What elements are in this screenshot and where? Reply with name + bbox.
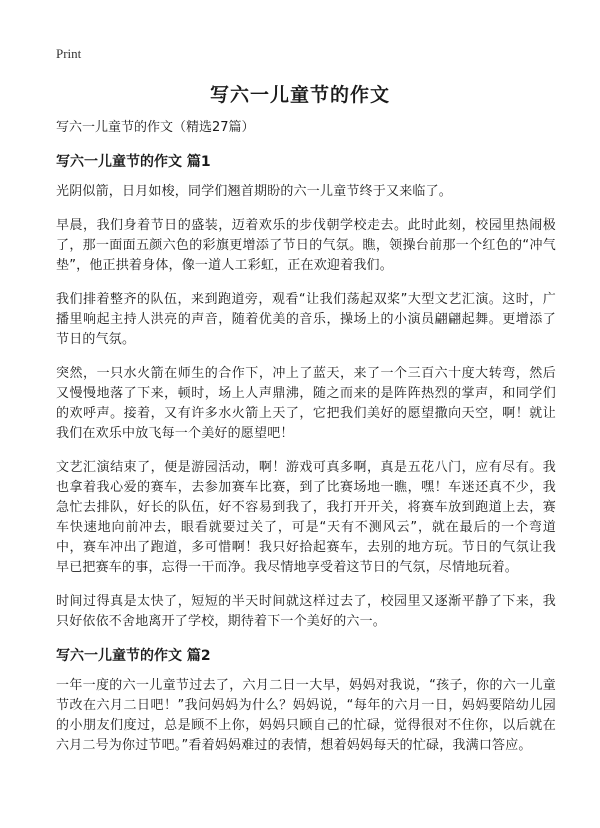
- paragraph: 文艺汇演结束了，便是游园活动，啊！游戏可真多啊，真是五花八门，应有尽有。我也拿着我心爱的赛车，去参加赛车比赛，到了比赛场地一瞧，嘿！车迷还真不少，我急忙去排队，好长的队伍，好不容易到我了，我打开开关，将赛车放到跑道上去，赛车快速地向前冲去，眼看就要过关了，可是“天有不测风云”，就在最后的一个弯道中，赛车冲出了跑道，多可惜啊！我只好拾起赛车，去别的地方玩。节日的气氛让我早已把赛车的事，忘得一干而净。我尽情地享受着这节日的气氛，尽情地玩着。: [56, 460, 556, 575]
- paragraph: 早晨，我们身着节日的盛装，迈着欢乐的步伐朝学校走去。此时此刻，校园里热闹极了，那一面面五颜六色的彩旗更增添了节日的气氛。瞧，领操台前那一个红色的“冲气垫”，他正拱着身体，像一道人工彩虹，正在欢迎着我们。: [56, 218, 556, 273]
- section-heading-2: 写六一儿童节的作文 篇2: [56, 648, 211, 664]
- paragraph: 光阴似箭，日月如梭，同学们翘首期盼的六一儿童节终于又来临了。: [56, 184, 453, 199]
- paragraph: 一年一度的六一儿童节过去了，六月二日一大早，妈妈对我说，“孩子，你的六一儿童节改在六月二日吧！”我问妈妈为什么？妈妈说，“每年的六月一日，妈妈要陪幼儿园的小朋友们度过，总是顾不上你，妈妈只顾自己的忙碌，觉得很对不住你，以后就在六月二号为你过节吧。”看着妈妈难过的表情，想着妈妈每天的忙碌，我满口答应。: [56, 678, 556, 753]
- page-title: 写六一儿童节的作文: [209, 84, 390, 106]
- article-body: [56, 118, 556, 770]
- print-link[interactable]: Print: [56, 46, 82, 61]
- paragraph: 时间过得真是太快了，短短的半天时间就这样过去了，校园里又逐渐平静了下来，我只好依依不舍地离开了学校，期待着下一个美好的六一。: [56, 594, 556, 629]
- paragraph: 突然，一只水火箭在师生的合作下，冲上了蓝天，来了一个三百六十度大转弯，然后又慢慢地落了下来，顿时，场上人声鼎沸，随之而来的是阵阵热烈的掌声，和同学们的欢呼声。接着，又有许多水火箭上天了，它把我们美好的愿望撒向天空，啊！就让我们在欢乐中放飞每一个美好的愿望吧！: [56, 366, 556, 441]
- section-heading-1: 写六一儿童节的作文 篇1: [56, 154, 211, 170]
- paragraph: 我们排着整齐的队伍，来到跑道旁，观看“让我们荡起双桨”大型文艺汇演。这时，广播里响起主持人洪亮的声音，随着优美的音乐，操场上的小演员翩翩起舞。更增添了节日的气氛。: [56, 292, 556, 347]
- article-subtitle: 写六一儿童节的作文（精选27篇）: [56, 120, 255, 135]
